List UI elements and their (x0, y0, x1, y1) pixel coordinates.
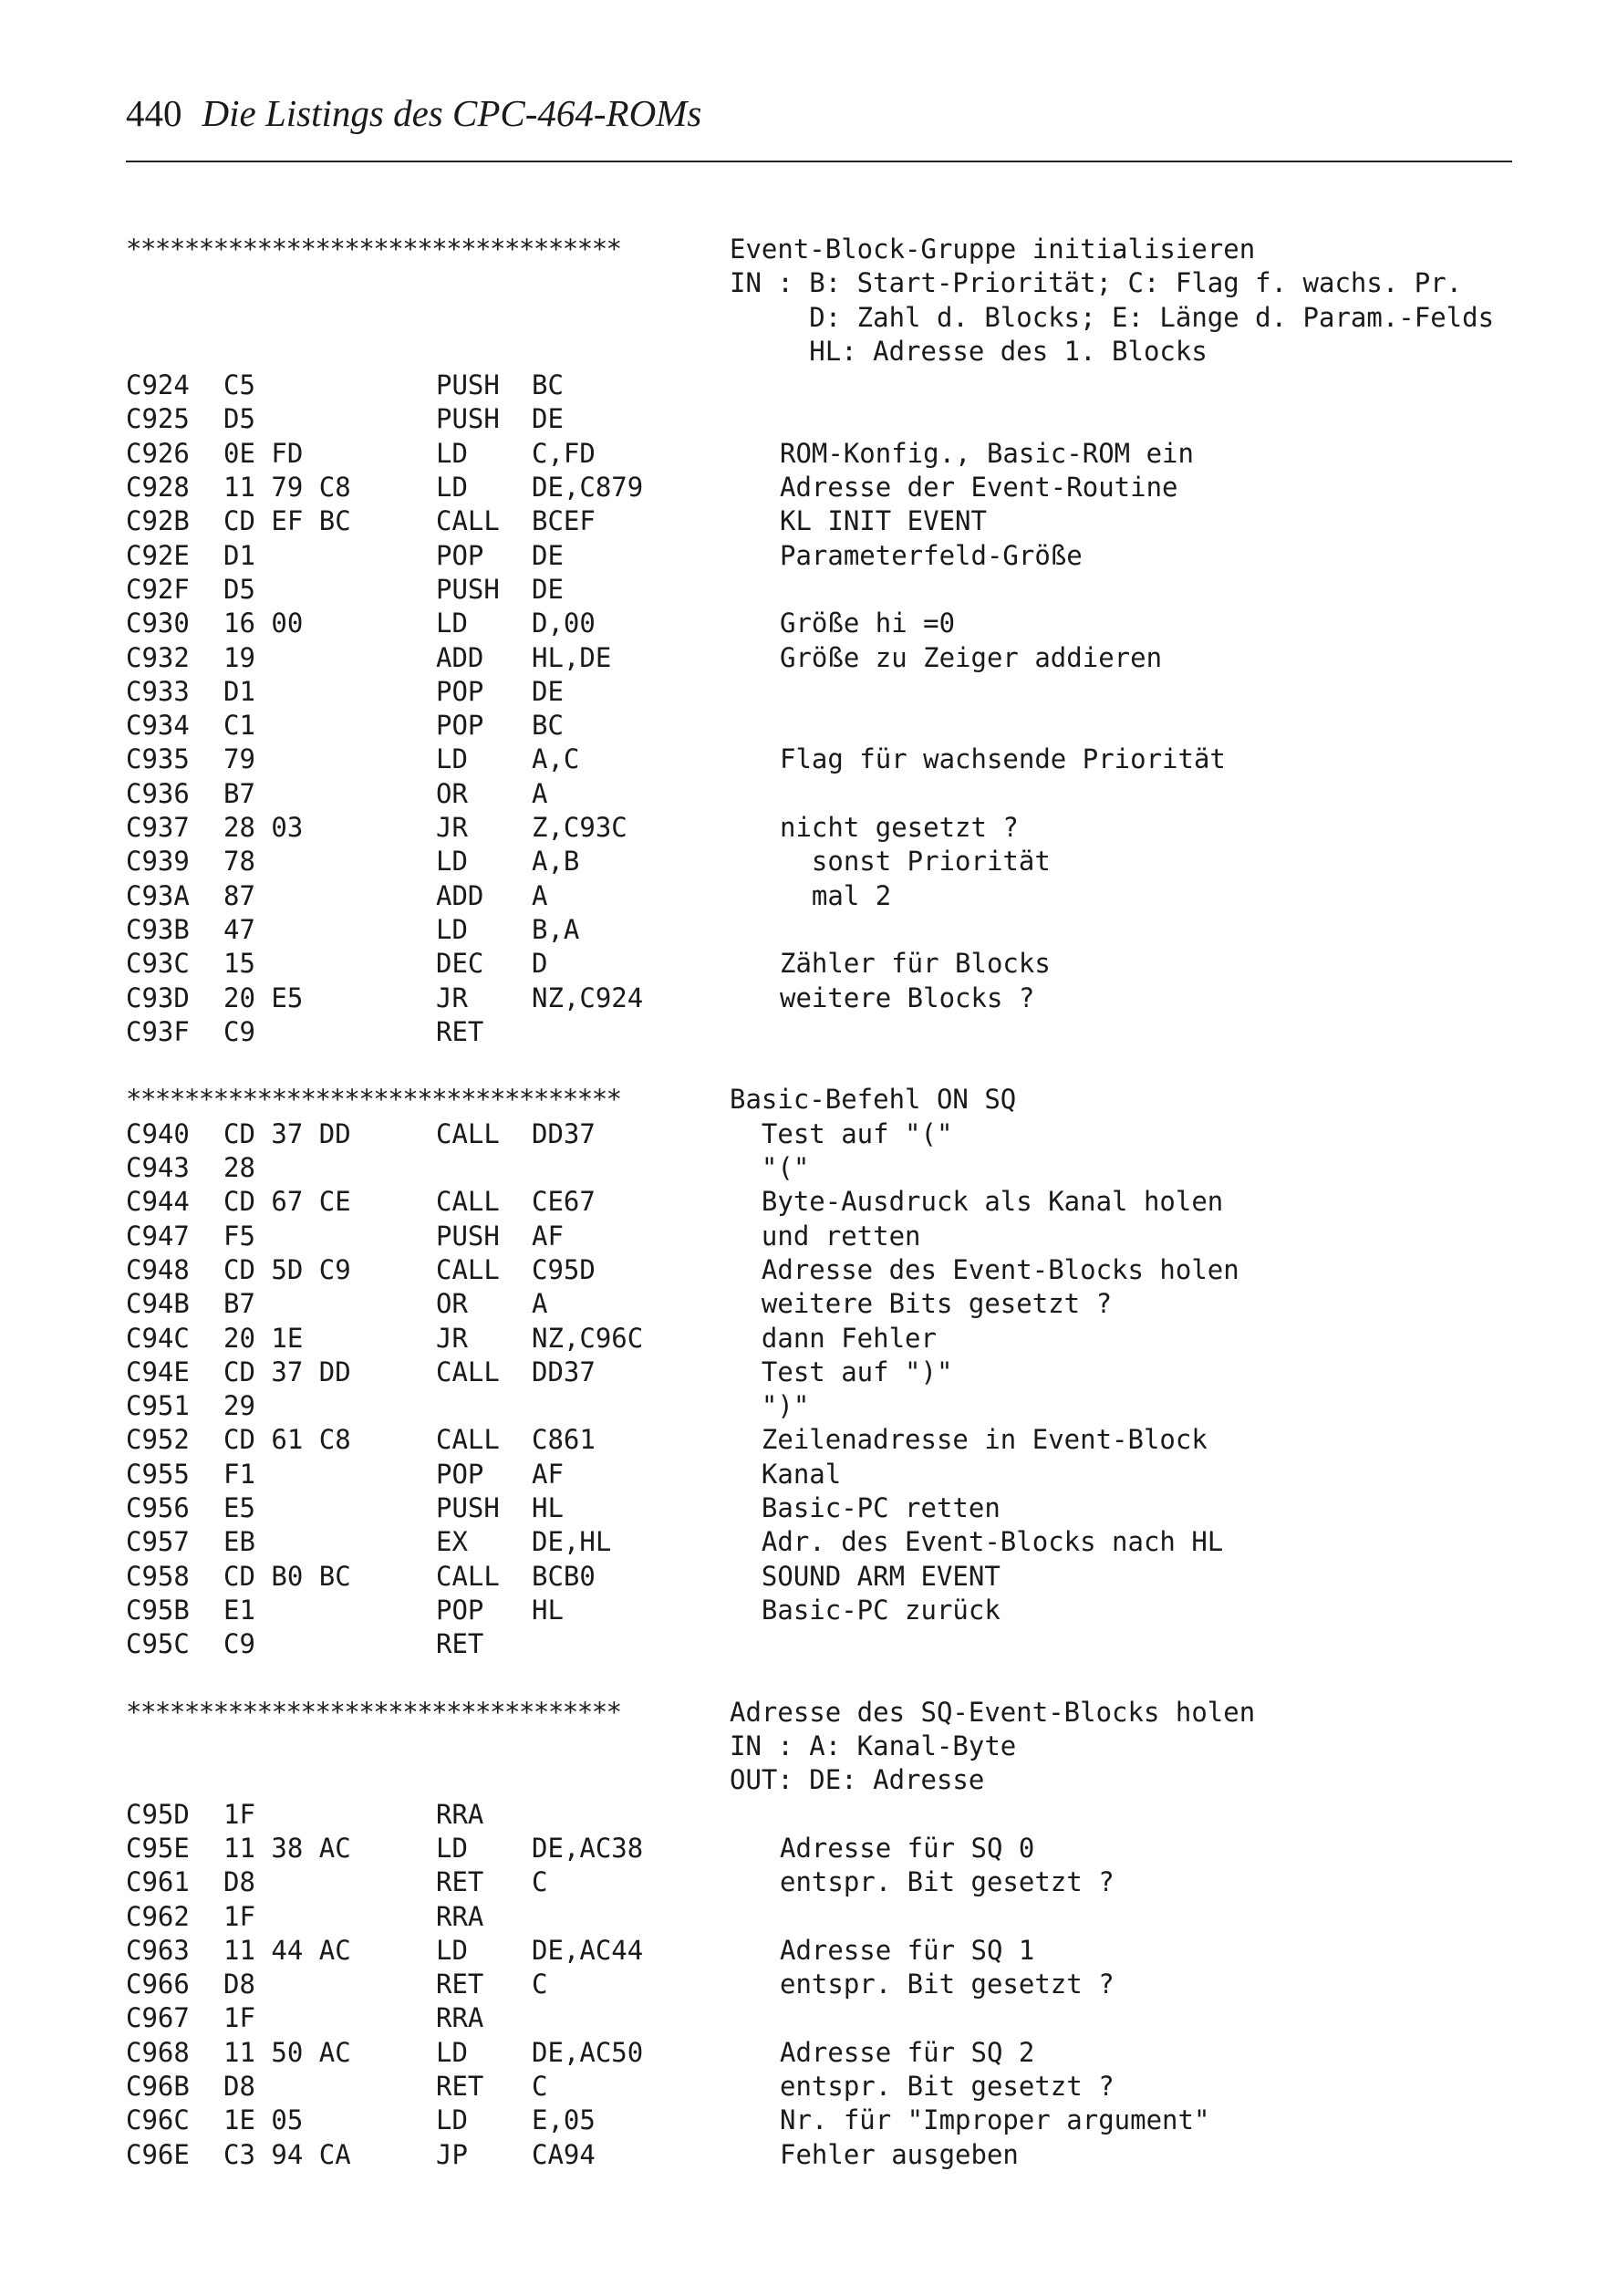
opcode-bytes: 79 (223, 743, 255, 775)
code-line (126, 1423, 1521, 1457)
opcode-bytes: B7 (223, 1288, 255, 1320)
comment: weitere Blocks ? (780, 982, 1035, 1013)
code-line (126, 369, 1521, 402)
comment: Kanal (730, 1458, 842, 1490)
comment: Parameterfeld-Größe (780, 539, 1083, 571)
code-line (126, 2138, 1521, 2172)
opcode-bytes: 0E FD (223, 437, 304, 469)
section-heading-line (126, 335, 1521, 369)
opcode-bytes: B7 (223, 777, 255, 809)
mnemonic: RET (436, 2071, 484, 2103)
comment: Adresse für SQ 2 (780, 2036, 1035, 2068)
code-line (126, 913, 1521, 947)
address: C940 (126, 1117, 190, 1149)
operand: AF (532, 1220, 564, 1252)
opcode-bytes: C9 (223, 1628, 255, 1660)
comment: Größe zu Zeiger addieren (780, 641, 1163, 673)
operand: HL (532, 1491, 564, 1523)
comment: entspr. Bit gesetzt ? (780, 1866, 1115, 1898)
mnemonic: PUSH (436, 1491, 500, 1523)
code-line (126, 1934, 1521, 1968)
header-rule (126, 161, 1512, 162)
comment: Zähler für Blocks (780, 948, 1051, 980)
mnemonic: JR (436, 1322, 468, 1354)
address: C94C (126, 1322, 190, 1354)
mnemonic: LD (436, 743, 468, 775)
mnemonic: RRA (436, 1900, 484, 1932)
comment: Test auf ")" (730, 1356, 953, 1387)
mnemonic: CALL (436, 1424, 500, 1456)
section-heading: IN : B: Start-Priorität; C: Flag f. wachs. Pr. (730, 267, 1463, 299)
operand: DE,C879 (532, 472, 644, 504)
operand: HL (532, 1594, 564, 1626)
address: C939 (126, 846, 190, 878)
comment: Basic-PC zurück (730, 1594, 1000, 1626)
section-heading-line (126, 1730, 1521, 1763)
section-heading-line (126, 1763, 1521, 1797)
code-line (126, 1832, 1521, 1865)
operand: BC (532, 369, 564, 401)
opcode-bytes: 19 (223, 641, 255, 673)
address: C957 (126, 1526, 190, 1558)
opcode-bytes: C3 94 CA (223, 2138, 351, 2170)
address: C962 (126, 1900, 190, 1932)
mnemonic: POP (436, 710, 484, 742)
comment: Adresse der Event-Routine (780, 472, 1178, 504)
operand: CA94 (532, 2138, 596, 2170)
opcode-bytes: 11 50 AC (223, 2036, 351, 2068)
section-separator: ********************************** (126, 1696, 621, 1728)
opcode-bytes: 87 (223, 879, 255, 911)
address: C95D (126, 1798, 190, 1830)
address: C968 (126, 2036, 190, 2068)
operand: D,00 (532, 608, 596, 639)
mnemonic: LD (436, 437, 468, 469)
comment: mal 2 (780, 879, 892, 911)
operand: DE (532, 675, 564, 707)
code-line (126, 607, 1521, 640)
mnemonic: RRA (436, 1798, 484, 1830)
mnemonic: LD (436, 2036, 468, 2068)
section-heading-line (126, 233, 1521, 266)
code-line (126, 1900, 1521, 1934)
code-line (126, 641, 1521, 675)
operand: HL,DE (532, 641, 612, 673)
code-line (126, 1560, 1521, 1594)
opcode-bytes: 28 (223, 1152, 255, 1184)
code-line (126, 1458, 1521, 1491)
address: C936 (126, 777, 190, 809)
mnemonic: JR (436, 812, 468, 844)
section-heading: D: Zahl d. Blocks; E: Länge d. Param.-Felds (730, 301, 1495, 333)
operand: Z,C93C (532, 812, 627, 844)
opcode-bytes: 11 38 AC (223, 1832, 351, 1864)
mnemonic: JP (436, 2138, 468, 2170)
page-number: 440 (126, 92, 182, 134)
code-line (126, 471, 1521, 504)
operand: A (532, 879, 548, 911)
comment: SOUND ARM EVENT (730, 1560, 1000, 1592)
opcode-bytes: 15 (223, 948, 255, 980)
comment: entspr. Bit gesetzt ? (780, 1969, 1115, 2000)
mnemonic: ADD (436, 879, 484, 911)
opcode-bytes: D1 (223, 539, 255, 571)
mnemonic: PUSH (436, 1220, 500, 1252)
comment: Adr. des Event-Blocks nach HL (730, 1526, 1224, 1558)
mnemonic: CALL (436, 1356, 500, 1387)
code-line (126, 1491, 1521, 1525)
comment: Nr. für "Improper argument" (780, 2104, 1210, 2136)
comment: ROM-Konfig., Basic-ROM ein (780, 437, 1194, 469)
address: C961 (126, 1866, 190, 1898)
opcode-bytes: D1 (223, 675, 255, 707)
mnemonic: CALL (436, 1253, 500, 1285)
opcode-bytes: CD B0 BC (223, 1560, 351, 1592)
opcode-bytes: CD EF BC (223, 505, 351, 537)
opcode-bytes: D8 (223, 1969, 255, 2000)
address: C947 (126, 1220, 190, 1252)
opcode-bytes: 1E 05 (223, 2104, 304, 2136)
mnemonic: OR (436, 1288, 468, 1320)
section-heading: HL: Adresse des 1. Blocks (730, 335, 1208, 367)
operand: C861 (532, 1424, 596, 1456)
comment: Byte-Ausdruck als Kanal holen (730, 1186, 1224, 1218)
address: C93C (126, 948, 190, 980)
address: C937 (126, 812, 190, 844)
address: C96B (126, 2071, 190, 2103)
opcode-bytes: D5 (223, 573, 255, 605)
address: C96C (126, 2104, 190, 2136)
code-line (126, 1389, 1521, 1423)
mnemonic: POP (436, 675, 484, 707)
section-heading-line (126, 266, 1521, 300)
operand: BCEF (532, 505, 596, 537)
comment: Fehler ausgeben (780, 2138, 1019, 2170)
mnemonic: PUSH (436, 573, 500, 605)
mnemonic: JR (436, 982, 468, 1013)
code-line (126, 2070, 1521, 2104)
section-heading: IN : A: Kanal-Byte (730, 1730, 1017, 1762)
code-line (126, 743, 1521, 776)
section-heading: OUT: DE: Adresse (730, 1764, 985, 1796)
mnemonic: LD (436, 472, 468, 504)
operand: AF (532, 1458, 564, 1490)
mnemonic: RET (436, 1015, 484, 1047)
section-heading-line (126, 301, 1521, 335)
mnemonic: CALL (436, 505, 500, 537)
section-heading: Basic-Befehl ON SQ (730, 1084, 1017, 1116)
code-line (126, 675, 1521, 709)
opcode-bytes: D5 (223, 403, 255, 435)
opcode-bytes: C9 (223, 1015, 255, 1047)
operand: A (532, 1288, 548, 1320)
section-separator: ********************************** (126, 234, 621, 265)
address: C951 (126, 1390, 190, 1422)
mnemonic: OR (436, 777, 468, 809)
code-line (126, 1151, 1521, 1185)
address: C95C (126, 1628, 190, 1660)
address: C95B (126, 1594, 190, 1626)
mnemonic: DEC (436, 948, 484, 980)
opcode-bytes: 1F (223, 1798, 255, 1830)
address: C93B (126, 913, 190, 945)
address: C94B (126, 1288, 190, 1320)
operand: DD37 (532, 1356, 596, 1387)
address: C934 (126, 710, 190, 742)
address: C924 (126, 369, 190, 401)
address: C92F (126, 573, 190, 605)
code-line (126, 504, 1521, 538)
operand: C,FD (532, 437, 596, 469)
mnemonic: LD (436, 913, 468, 945)
code-line (126, 402, 1521, 436)
opcode-bytes: 47 (223, 913, 255, 945)
operand: DE (532, 573, 564, 605)
comment: und retten (730, 1220, 921, 1252)
code-line (126, 437, 1521, 471)
address: C955 (126, 1458, 190, 1490)
mnemonic: PUSH (436, 369, 500, 401)
opcode-bytes: 29 (223, 1390, 255, 1422)
code-line (126, 1356, 1521, 1389)
opcode-bytes: F1 (223, 1458, 255, 1490)
comment: entspr. Bit gesetzt ? (780, 2071, 1115, 2103)
comment: "(" (730, 1152, 810, 1184)
mnemonic: CALL (436, 1117, 500, 1149)
mnemonic: LD (436, 2104, 468, 2136)
address: C967 (126, 2002, 190, 2034)
code-line (126, 1525, 1521, 1559)
code-line (126, 1627, 1521, 1661)
operand: D (532, 948, 548, 980)
address: C93D (126, 982, 190, 1013)
operand: A,C (532, 743, 580, 775)
address: C928 (126, 472, 190, 504)
code-line (126, 2104, 1521, 2137)
code-line (126, 1015, 1521, 1049)
mnemonic: RRA (436, 2002, 484, 2034)
section-heading: Adresse des SQ-Event-Blocks holen (730, 1696, 1256, 1728)
blank-line (126, 1049, 1521, 1083)
operand: NZ,C96C (532, 1322, 644, 1354)
operand: BCB0 (532, 1560, 596, 1592)
opcode-bytes: C5 (223, 369, 255, 401)
page-title: Die Listings des CPC-464-ROMs (202, 92, 702, 134)
comment: sonst Priorität (780, 846, 1051, 878)
opcode-bytes: 1F (223, 2002, 255, 2034)
code-line (126, 1594, 1521, 1627)
code-line (126, 947, 1521, 981)
address: C935 (126, 743, 190, 775)
operand: DE,AC44 (532, 1934, 644, 1966)
opcode-bytes: CD 37 DD (223, 1117, 351, 1149)
operand: A (532, 777, 548, 809)
mnemonic: POP (436, 1594, 484, 1626)
mnemonic: POP (436, 1458, 484, 1490)
code-line (126, 811, 1521, 845)
address: C958 (126, 1560, 190, 1592)
section-separator: ********************************** (126, 1084, 621, 1116)
comment: Adresse für SQ 1 (780, 1934, 1035, 1966)
code-line (126, 982, 1521, 1015)
address: C94E (126, 1356, 190, 1387)
operand: BC (532, 710, 564, 742)
code-line (126, 2001, 1521, 2035)
code-line (126, 1220, 1521, 1253)
operand: A,B (532, 846, 580, 878)
section-heading-line (126, 1083, 1521, 1117)
code-line (126, 1968, 1521, 2001)
opcode-bytes: EB (223, 1526, 255, 1558)
address: C930 (126, 608, 190, 639)
opcode-bytes: E1 (223, 1594, 255, 1626)
opcode-bytes: F5 (223, 1220, 255, 1252)
opcode-bytes: E5 (223, 1491, 255, 1523)
code-line (126, 1185, 1521, 1219)
operand: DE (532, 539, 564, 571)
code-line (126, 1253, 1521, 1287)
mnemonic: LD (436, 1832, 468, 1864)
address: C952 (126, 1424, 190, 1456)
opcode-bytes: 28 03 (223, 812, 304, 844)
opcode-bytes: 11 79 C8 (223, 472, 351, 504)
address: C944 (126, 1186, 190, 1218)
comment: Zeilenadresse in Event-Block (730, 1424, 1208, 1456)
address: C956 (126, 1491, 190, 1523)
address: C943 (126, 1152, 190, 1184)
comment: ")" (730, 1390, 810, 1422)
mnemonic: RET (436, 1866, 484, 1898)
mnemonic: RET (436, 1969, 484, 2000)
section-heading-line (126, 1696, 1521, 1730)
code-line (126, 709, 1521, 743)
mnemonic: PUSH (436, 403, 500, 435)
mnemonic: EX (436, 1526, 468, 1558)
code-line (126, 1322, 1521, 1356)
mnemonic: LD (436, 846, 468, 878)
opcode-bytes: 11 44 AC (223, 1934, 351, 1966)
address: C948 (126, 1253, 190, 1285)
opcode-bytes: C1 (223, 710, 255, 742)
address: C966 (126, 1969, 190, 2000)
comment: dann Fehler (730, 1322, 937, 1354)
operand: DE,AC38 (532, 1832, 644, 1864)
address: C93A (126, 879, 190, 911)
address: C925 (126, 403, 190, 435)
operand: NZ,C924 (532, 982, 644, 1013)
operand: DD37 (532, 1117, 596, 1149)
page-header (126, 91, 1512, 164)
operand: C (532, 1969, 548, 2000)
address: C932 (126, 641, 190, 673)
code-line (126, 2036, 1521, 2070)
comment: weitere Bits gesetzt ? (730, 1288, 1113, 1320)
address: C926 (126, 437, 190, 469)
blank-line (126, 1661, 1521, 1695)
operand: C (532, 2071, 548, 2103)
address: C92E (126, 539, 190, 571)
opcode-bytes: CD 61 C8 (223, 1424, 351, 1456)
address: C93F (126, 1015, 190, 1047)
comment: KL INIT EVENT (780, 505, 987, 537)
address: C92B (126, 505, 190, 537)
code-line (126, 573, 1521, 607)
mnemonic: CALL (436, 1560, 500, 1592)
mnemonic: LD (436, 608, 468, 639)
code-line (126, 1865, 1521, 1899)
comment: Adresse für SQ 0 (780, 1832, 1035, 1864)
operand: C95D (532, 1253, 596, 1285)
address: C963 (126, 1934, 190, 1966)
operand: DE,AC50 (532, 2036, 644, 2068)
mnemonic: RET (436, 1628, 484, 1660)
code-line (126, 539, 1521, 573)
mnemonic: POP (436, 539, 484, 571)
mnemonic: LD (436, 1934, 468, 1966)
opcode-bytes: CD 5D C9 (223, 1253, 351, 1285)
operand: B,A (532, 913, 580, 945)
code-line (126, 1287, 1521, 1321)
code-line (126, 1798, 1521, 1832)
operand: E,05 (532, 2104, 596, 2136)
opcode-bytes: 16 00 (223, 608, 304, 639)
opcode-bytes: 1F (223, 1900, 255, 1932)
operand: DE (532, 403, 564, 435)
opcode-bytes: D8 (223, 2071, 255, 2103)
operand: C (532, 1866, 548, 1898)
address: C96E (126, 2138, 190, 2170)
assembly-listing (126, 233, 1521, 2172)
comment: Basic-PC retten (730, 1491, 1000, 1523)
opcode-bytes: 20 1E (223, 1322, 304, 1354)
comment: nicht gesetzt ? (780, 812, 1019, 844)
opcode-bytes: D8 (223, 1866, 255, 1898)
opcode-bytes: 78 (223, 846, 255, 878)
mnemonic: ADD (436, 641, 484, 673)
code-line (126, 845, 1521, 878)
opcode-bytes: CD 37 DD (223, 1356, 351, 1387)
operand: DE,HL (532, 1526, 612, 1558)
comment: Größe hi =0 (780, 608, 956, 639)
code-line (126, 879, 1521, 913)
comment: Adresse des Event-Blocks holen (730, 1253, 1239, 1285)
operand: CE67 (532, 1186, 596, 1218)
address: C95E (126, 1832, 190, 1864)
section-heading: Event-Block-Gruppe initialisieren (730, 234, 1256, 265)
mnemonic: CALL (436, 1186, 500, 1218)
comment: Flag für wachsende Priorität (780, 743, 1226, 775)
code-line (126, 777, 1521, 811)
comment: Test auf "(" (730, 1117, 953, 1149)
code-line (126, 1117, 1521, 1151)
opcode-bytes: CD 67 CE (223, 1186, 351, 1218)
address: C933 (126, 675, 190, 707)
opcode-bytes: 20 E5 (223, 982, 304, 1013)
